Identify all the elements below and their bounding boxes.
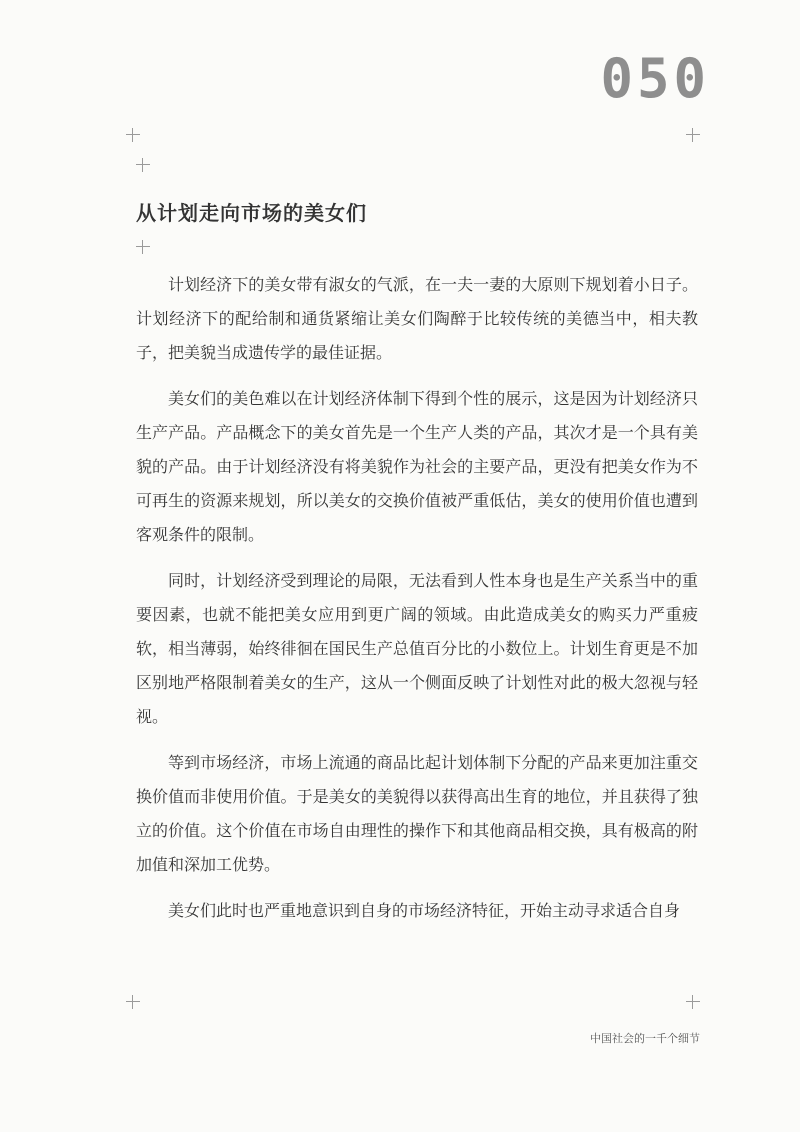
crop-mark-title-top	[136, 158, 150, 172]
paragraph-1: 计划经济下的美女带有淑女的气派，在一夫一妻的大原则下规划着小日子。计划经济下的配给制和通货紧缩让美女们陶醉于比较传统的美德当中，相夫教子，把美貌当成遗传学的最佳证据。	[136, 275, 698, 362]
crop-mark-bottom-right	[686, 995, 700, 1009]
crop-mark-top-left	[126, 128, 140, 142]
paragraph-5: 美女们此时也严重地意识到自身的市场经济特征，开始主动寻求适合自身	[168, 901, 681, 920]
paragraph-3: 同时，计划经济受到理论的局限，无法看到人性本身也是生产关系当中的重要因素，也就不能把美女应用到更广阔的领域。由此造成美女的购买力严重疲软，相当薄弱，始终徘徊在国民生产总值百分比的小数位上。计划生育更是不加区别地严格限制着美女的生产，这从一个侧面反映了计划性对此的极大忽视与轻视。	[136, 571, 698, 726]
page-number: 050	[600, 47, 710, 110]
article-title: 从计划走向市场的美女们	[136, 201, 367, 225]
crop-mark-top-right	[686, 128, 700, 142]
crop-mark-title-bottom	[136, 240, 150, 254]
paragraph-4: 等到市场经济，市场上流通的商品比起计划体制下分配的产品来更加注重交换价值而非使用价值。于是美女的美貌得以获得高出生育的地位，并且获得了独立的价值。这个价值在市场自由理性的操作下和其他商品相交换，具有极高的附加值和深加工优势。	[136, 753, 698, 874]
article-body	[136, 268, 698, 940]
running-footer: 中国社会的一千个细节	[590, 1032, 700, 1045]
crop-mark-bottom-left	[126, 995, 140, 1009]
paragraph-2: 美女们的美色难以在计划经济体制下得到个性的展示，这是因为计划经济只生产产品。产品概念下的美女首先是一个生产人类的产品，其次才是一个具有美貌的产品。由于计划经济没有将美貌作为社会的主要产品，更没有把美女作为不可再生的资源来规划，所以美女的交换价值被严重低估，美女的使用价值也遭到客观条件的限制。	[136, 389, 698, 544]
